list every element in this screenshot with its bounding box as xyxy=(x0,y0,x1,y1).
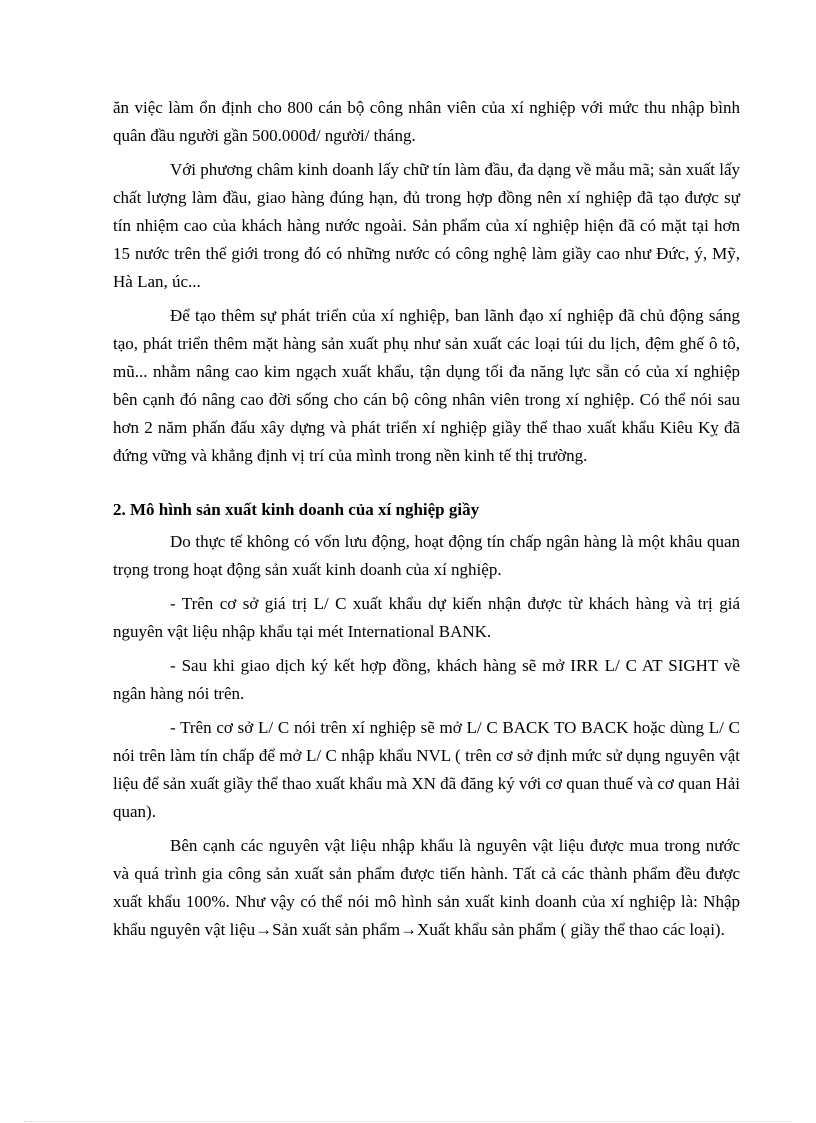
paragraph-credit: Do thực tế không có vốn lưu động, hoạt động tín chấp ngân hàng là một khâu quan trọng trong hoạt động sản xuất kinh doanh của xí nghiệp. xyxy=(113,532,740,579)
document-body xyxy=(113,94,740,950)
paragraph-lc-sight: - Sau khi giao dịch ký kết hợp đồng, khách hàng sẽ mở IRR L/ C AT SIGHT về ngân hàng nói trên. xyxy=(113,656,740,703)
page-bottom-divider xyxy=(24,1121,792,1122)
paragraph-continuation: ăn việc làm ổn định cho 800 cán bộ công nhân viên của xí nghiệp với mức thu nhập bình quân đầu người gần 500.000đ/ người/ tháng. xyxy=(113,98,740,145)
paragraph-development: Để tạo thêm sự phát triển của xí nghiệp, ban lãnh đạo xí nghiệp đã chủ động sáng tạo, phát triển thêm mặt hàng sản xuất phụ như sản xuất các loại túi du lịch, đệm ghế ô tô, mũ... nhằm nâng cao kim ngạch xuất khẩu, tận dụng tối đa năng lực sẵn có của xí nghiệp bên cạnh đó nâng cao đời sống cho cán bộ công nhân viên trong xí nghiệp. Có thể nói sau hơn 2 năm phấn đấu xây dựng và phát triển xí nghiệp giầy thể thao xuất khẩu Kiêu Kỵ đã đứng vững và khẳng định vị trí của mình trong nền kinh tế thị trường. xyxy=(113,306,740,465)
paragraph-lc-basis: - Trên cơ sở giá trị L/ C xuất khẩu dự kiến nhận được từ khách hàng và trị giá nguyên vật liệu nhập khẩu tại mét International BANK. xyxy=(113,594,740,641)
paragraph-lc-back-to-back: - Trên cơ sở L/ C nói trên xí nghiệp sẽ mở L/ C BACK TO BACK hoặc dùng L/ C nói trên làm tín chấp để mở L/ C nhập khẩu NVL ( trên cơ sở định mức sử dụng nguyên vật liệu để sản xuất giầy thể thao xuất khẩu mà XN đã đăng ký với cơ quan thuế và cơ quan Hải quan). xyxy=(113,718,740,821)
paragraph-business-policy: Với phương châm kinh doanh lấy chữ tín làm đầu, đa dạng về mẫu mã; sản xuất lấy chất lượng làm đầu, giao hàng đúng hạn, đủ trong hợp đồng nên xí nghiệp đã tạo được sự tín nhiệm cao của khách hàng nước ngoài. Sản phẩm của xí nghiệp hiện đã có mặt tại hơn 15 nước trên thế giới trong đó có những nước có công nghệ làm giầy cao như Đức, ý, Mỹ, Hà Lan, úc... xyxy=(113,160,740,291)
paragraph-production-model: Bên cạnh các nguyên vật liệu nhập khẩu là nguyên vật liệu được mua trong nước và quá trình gia công sản xuất sản phẩm được tiến hành. Tất cả các thành phẩm đều được xuất khẩu 100%. Như vậy có thể nói mô hình sản xuất kinh doanh của xí nghiệp là: Nhập khẩu nguyên vật liệu→Sản xuất sản phẩm→Xuất khẩu sản phẩm ( giầy thể thao các loại). xyxy=(113,836,740,939)
section-heading: 2. Mô hình sản xuất kinh doanh của xí nghiệp giầy xyxy=(113,500,480,519)
